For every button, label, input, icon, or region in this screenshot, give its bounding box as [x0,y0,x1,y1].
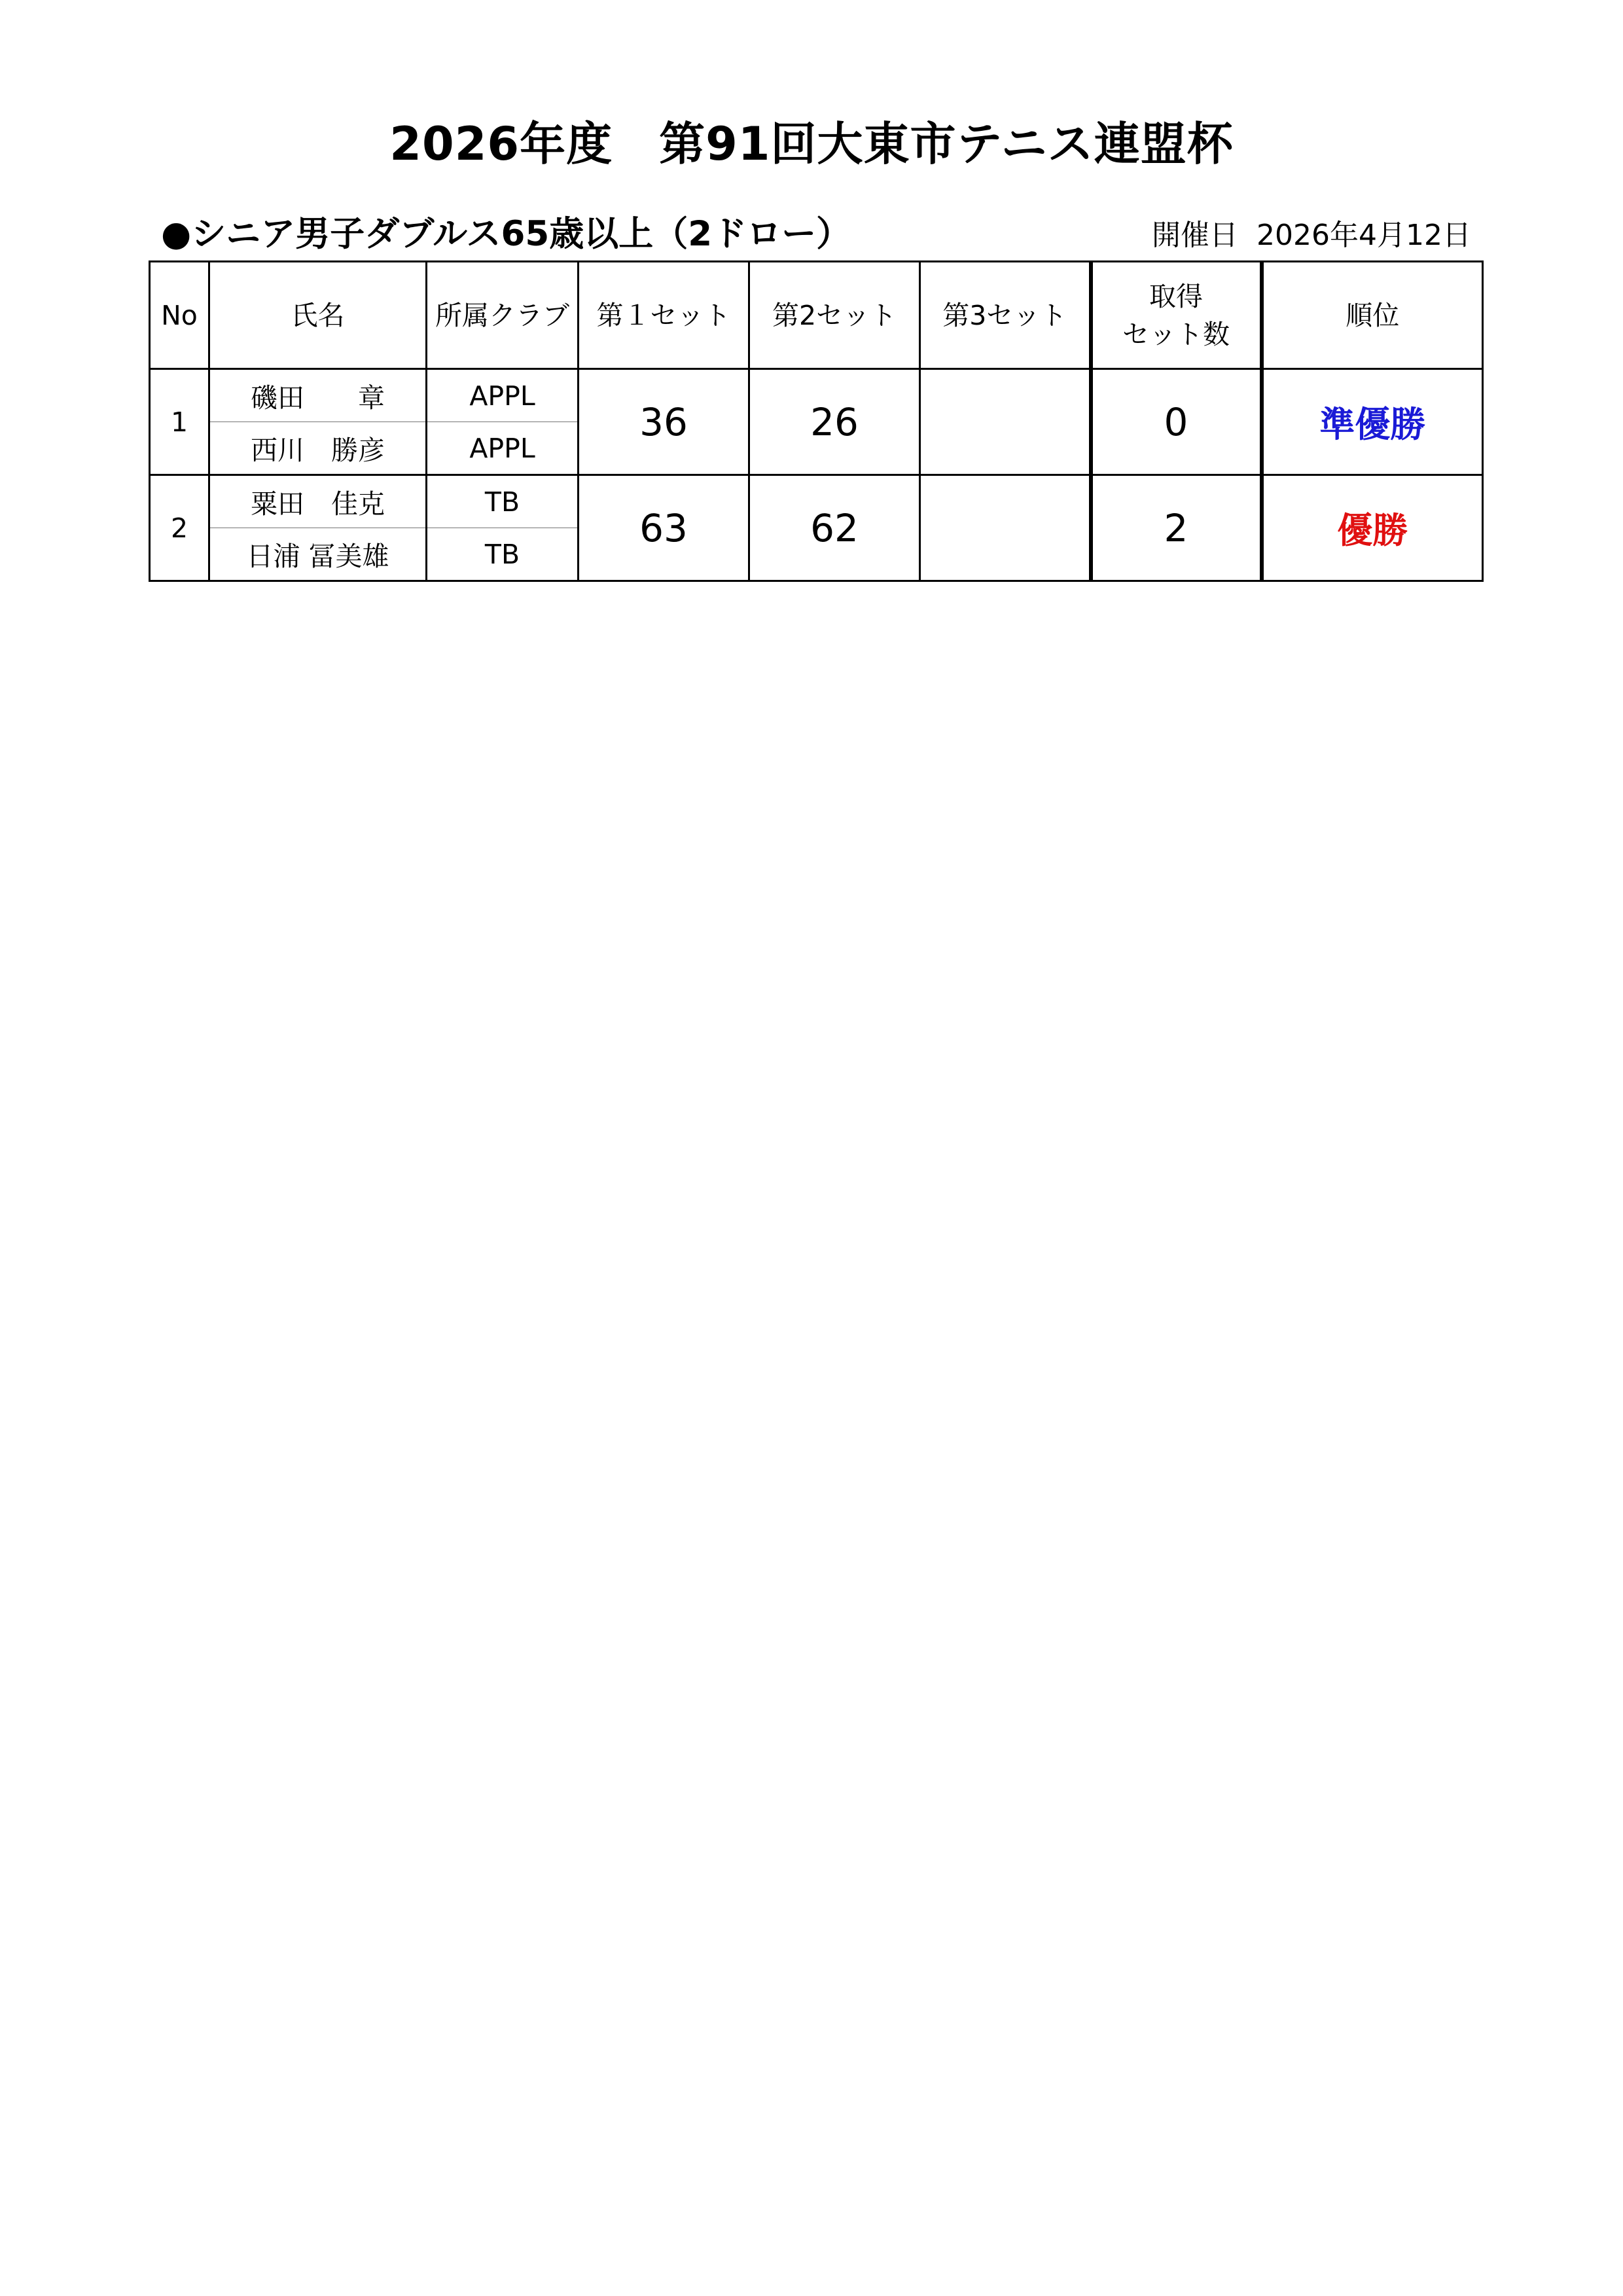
event-date-value: 2026年4月12日 [1257,219,1471,252]
player-club: APPL [427,369,579,422]
page-title: 2026年度 第91回大東市テニス連盟杯 [389,117,1234,171]
event-date [1152,211,1471,260]
header-set1: 第１セット [579,262,749,369]
event-category-heading: ●シニア男子ダブルス65歳以上（2ドロー） [161,214,851,254]
sets-won: 0 [1091,369,1262,475]
set3-score [920,475,1091,581]
header-rank: 順位 [1262,262,1483,369]
player-club: TB [427,475,579,528]
header-club: 所属クラブ [427,262,579,369]
rank-badge: 準優勝 [1262,369,1483,475]
event-date-label: 開催日 [1152,219,1239,252]
set3-score [920,369,1091,475]
player-name: 磯田 章 [209,369,427,422]
header-name: 氏名 [209,262,427,369]
player-name: 日浦 冨美雄 [209,528,427,581]
set2-score: 62 [749,475,920,581]
header-no: No [150,262,209,369]
sets-won: 2 [1091,475,1262,581]
header-set2: 第2セット [749,262,920,369]
table-header-row [150,262,1483,369]
set1-score: 36 [579,369,749,475]
header-sets-won [1091,262,1262,369]
table-row [150,475,1483,528]
player-name: 粟田 佳克 [209,475,427,528]
player-club: APPL [427,422,579,475]
header-set3: 第3セット [920,262,1091,369]
set1-score: 63 [579,475,749,581]
row-no: 1 [150,369,209,475]
rank-badge: 優勝 [1262,475,1483,581]
player-name: 西川 勝彦 [209,422,427,475]
row-no: 2 [150,475,209,581]
player-club: TB [427,528,579,581]
table-row [150,369,1483,422]
header-sets-won-line2: セット数 [1122,318,1230,350]
set2-score: 26 [749,369,920,475]
header-sets-won-line1: 取得 [1149,280,1203,312]
results-table [149,260,1484,582]
